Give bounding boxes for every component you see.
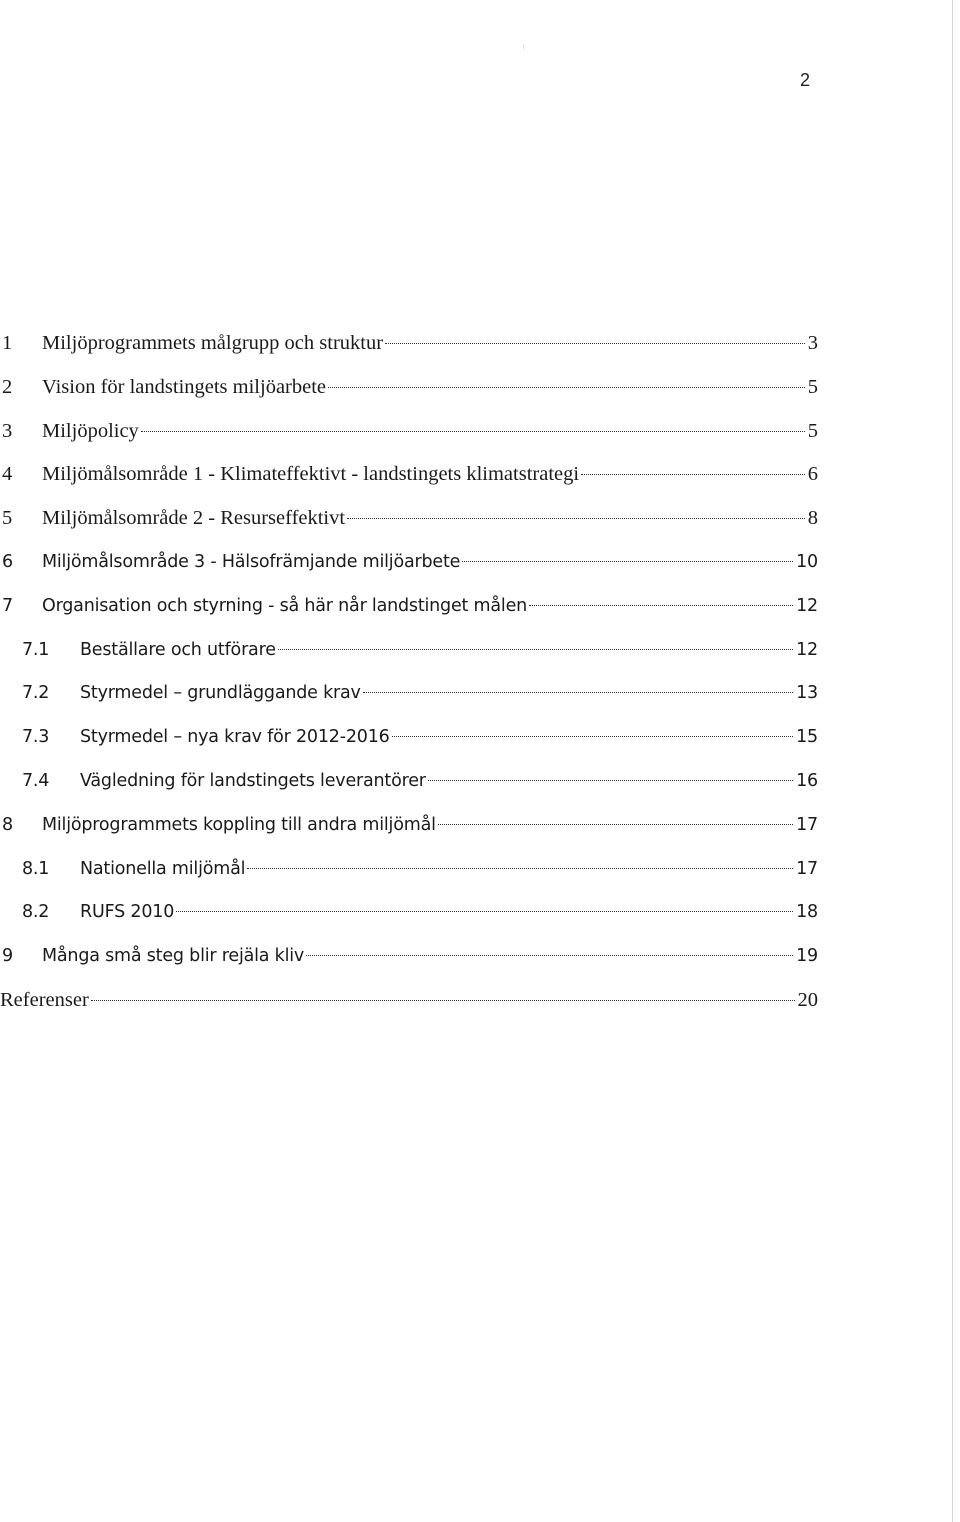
dot-leader	[581, 474, 805, 475]
toc-entry-title: RUFS 2010	[80, 902, 175, 922]
toc-entry-page: 12	[796, 596, 818, 616]
toc-entry[interactable]	[0, 591, 826, 621]
toc-entry-number: 1	[2, 332, 13, 354]
dot-leader	[306, 955, 793, 956]
toc-entry-page: 20	[797, 989, 818, 1011]
toc-entry[interactable]	[0, 985, 826, 1015]
toc-entry-number: 6	[2, 552, 13, 572]
toc-entry-title: Styrmedel – nya krav för 2012-2016	[80, 727, 390, 747]
scan-mark	[523, 44, 524, 50]
dot-leader	[176, 911, 793, 912]
toc-entry-page: 17	[796, 859, 818, 879]
dot-leader	[438, 824, 793, 825]
toc-entry-page: 13	[796, 683, 818, 703]
toc-entry-page: 10	[796, 552, 818, 572]
toc-entry-title: Många små steg blir rejäla kliv	[42, 946, 305, 966]
toc-entry-number: 3	[2, 420, 13, 442]
toc-entry[interactable]	[0, 416, 826, 446]
toc-entry-number: 7.2	[22, 683, 50, 703]
toc-entry[interactable]	[0, 372, 826, 402]
toc-entry-title: Miljöprogrammets koppling till andra miljömål	[42, 815, 436, 835]
dot-leader	[247, 868, 793, 869]
page-number: 2	[800, 70, 811, 90]
toc-entry-page: 8	[807, 507, 818, 529]
toc-entry-title: Nationella miljömål	[80, 859, 246, 879]
dot-leader	[462, 561, 793, 562]
toc-entry[interactable]	[0, 547, 826, 577]
toc-entry-number: 7.3	[22, 727, 50, 747]
toc-entry-title: Miljömålsområde 3 - Hälsofrämjande miljöarbete	[42, 552, 461, 572]
toc-entry[interactable]	[0, 854, 826, 884]
toc-entry-title: Vägledning för landstingets leverantörer	[80, 771, 426, 791]
toc-entry[interactable]	[0, 897, 826, 927]
toc-entry[interactable]	[0, 678, 826, 708]
dot-leader	[529, 605, 793, 606]
toc-entry[interactable]	[0, 722, 826, 752]
toc-entry-title: Referenser	[0, 989, 89, 1011]
toc-entry-title: Vision för landstingets miljöarbete	[42, 376, 327, 398]
dot-leader	[141, 431, 805, 432]
toc-entry-title: Miljöprogrammets målgrupp och struktur	[42, 332, 384, 354]
toc-entry-number: 5	[2, 507, 13, 529]
toc-entry-number: 8.2	[22, 902, 50, 922]
toc-entry-page: 15	[796, 727, 818, 747]
toc-entry-title: Miljöpolicy	[42, 420, 139, 442]
toc-entry[interactable]	[0, 810, 826, 840]
toc-entry-number: 4	[2, 463, 13, 485]
toc-entry[interactable]	[0, 503, 826, 533]
toc-entry-page: 12	[796, 640, 818, 660]
toc-entry[interactable]	[0, 941, 826, 971]
toc-entry-number: 8.1	[22, 859, 50, 879]
toc-entry-page: 3	[807, 332, 818, 354]
dot-leader	[91, 1000, 795, 1001]
toc-entry-page: 19	[796, 946, 818, 966]
toc-entry-number: 7.4	[22, 771, 50, 791]
toc-entry-page: 5	[807, 376, 818, 398]
toc-entry[interactable]	[0, 766, 826, 796]
toc-entry-number: 9	[2, 946, 13, 966]
toc-entry-title: Beställare och utförare	[80, 640, 276, 660]
dot-leader	[328, 387, 805, 388]
toc-entry[interactable]	[0, 328, 826, 358]
toc-entry-title: Organisation och styrning - så här når landstinget målen	[42, 596, 528, 616]
toc-entry[interactable]	[0, 459, 826, 489]
dot-leader	[363, 692, 793, 693]
toc-entry-number: 2	[2, 376, 13, 398]
toc-entry-number: 7	[2, 596, 13, 616]
dot-leader	[392, 736, 794, 737]
toc-entry-page: 16	[796, 771, 818, 791]
toc-entry-page: 6	[807, 463, 818, 485]
toc-entry-page: 18	[796, 902, 818, 922]
dot-leader	[278, 649, 793, 650]
toc-entry-title: Miljömålsområde 1 - Klimateffektivt - landstingets klimatstrategi	[42, 463, 580, 485]
toc-entry-title: Miljömålsområde 2 - Resurseffektivt	[42, 507, 346, 529]
toc-entry-number: 7.1	[22, 640, 50, 660]
dot-leader	[385, 343, 805, 344]
toc-entry[interactable]	[0, 635, 826, 665]
page-edge-line	[952, 0, 953, 1522]
toc-entry-title: Styrmedel – grundläggande krav	[80, 683, 361, 703]
toc-entry-page: 5	[807, 420, 818, 442]
toc-entry-number: 8	[2, 815, 13, 835]
dot-leader	[428, 780, 793, 781]
dot-leader	[347, 518, 805, 519]
toc-entry-page: 17	[796, 815, 818, 835]
